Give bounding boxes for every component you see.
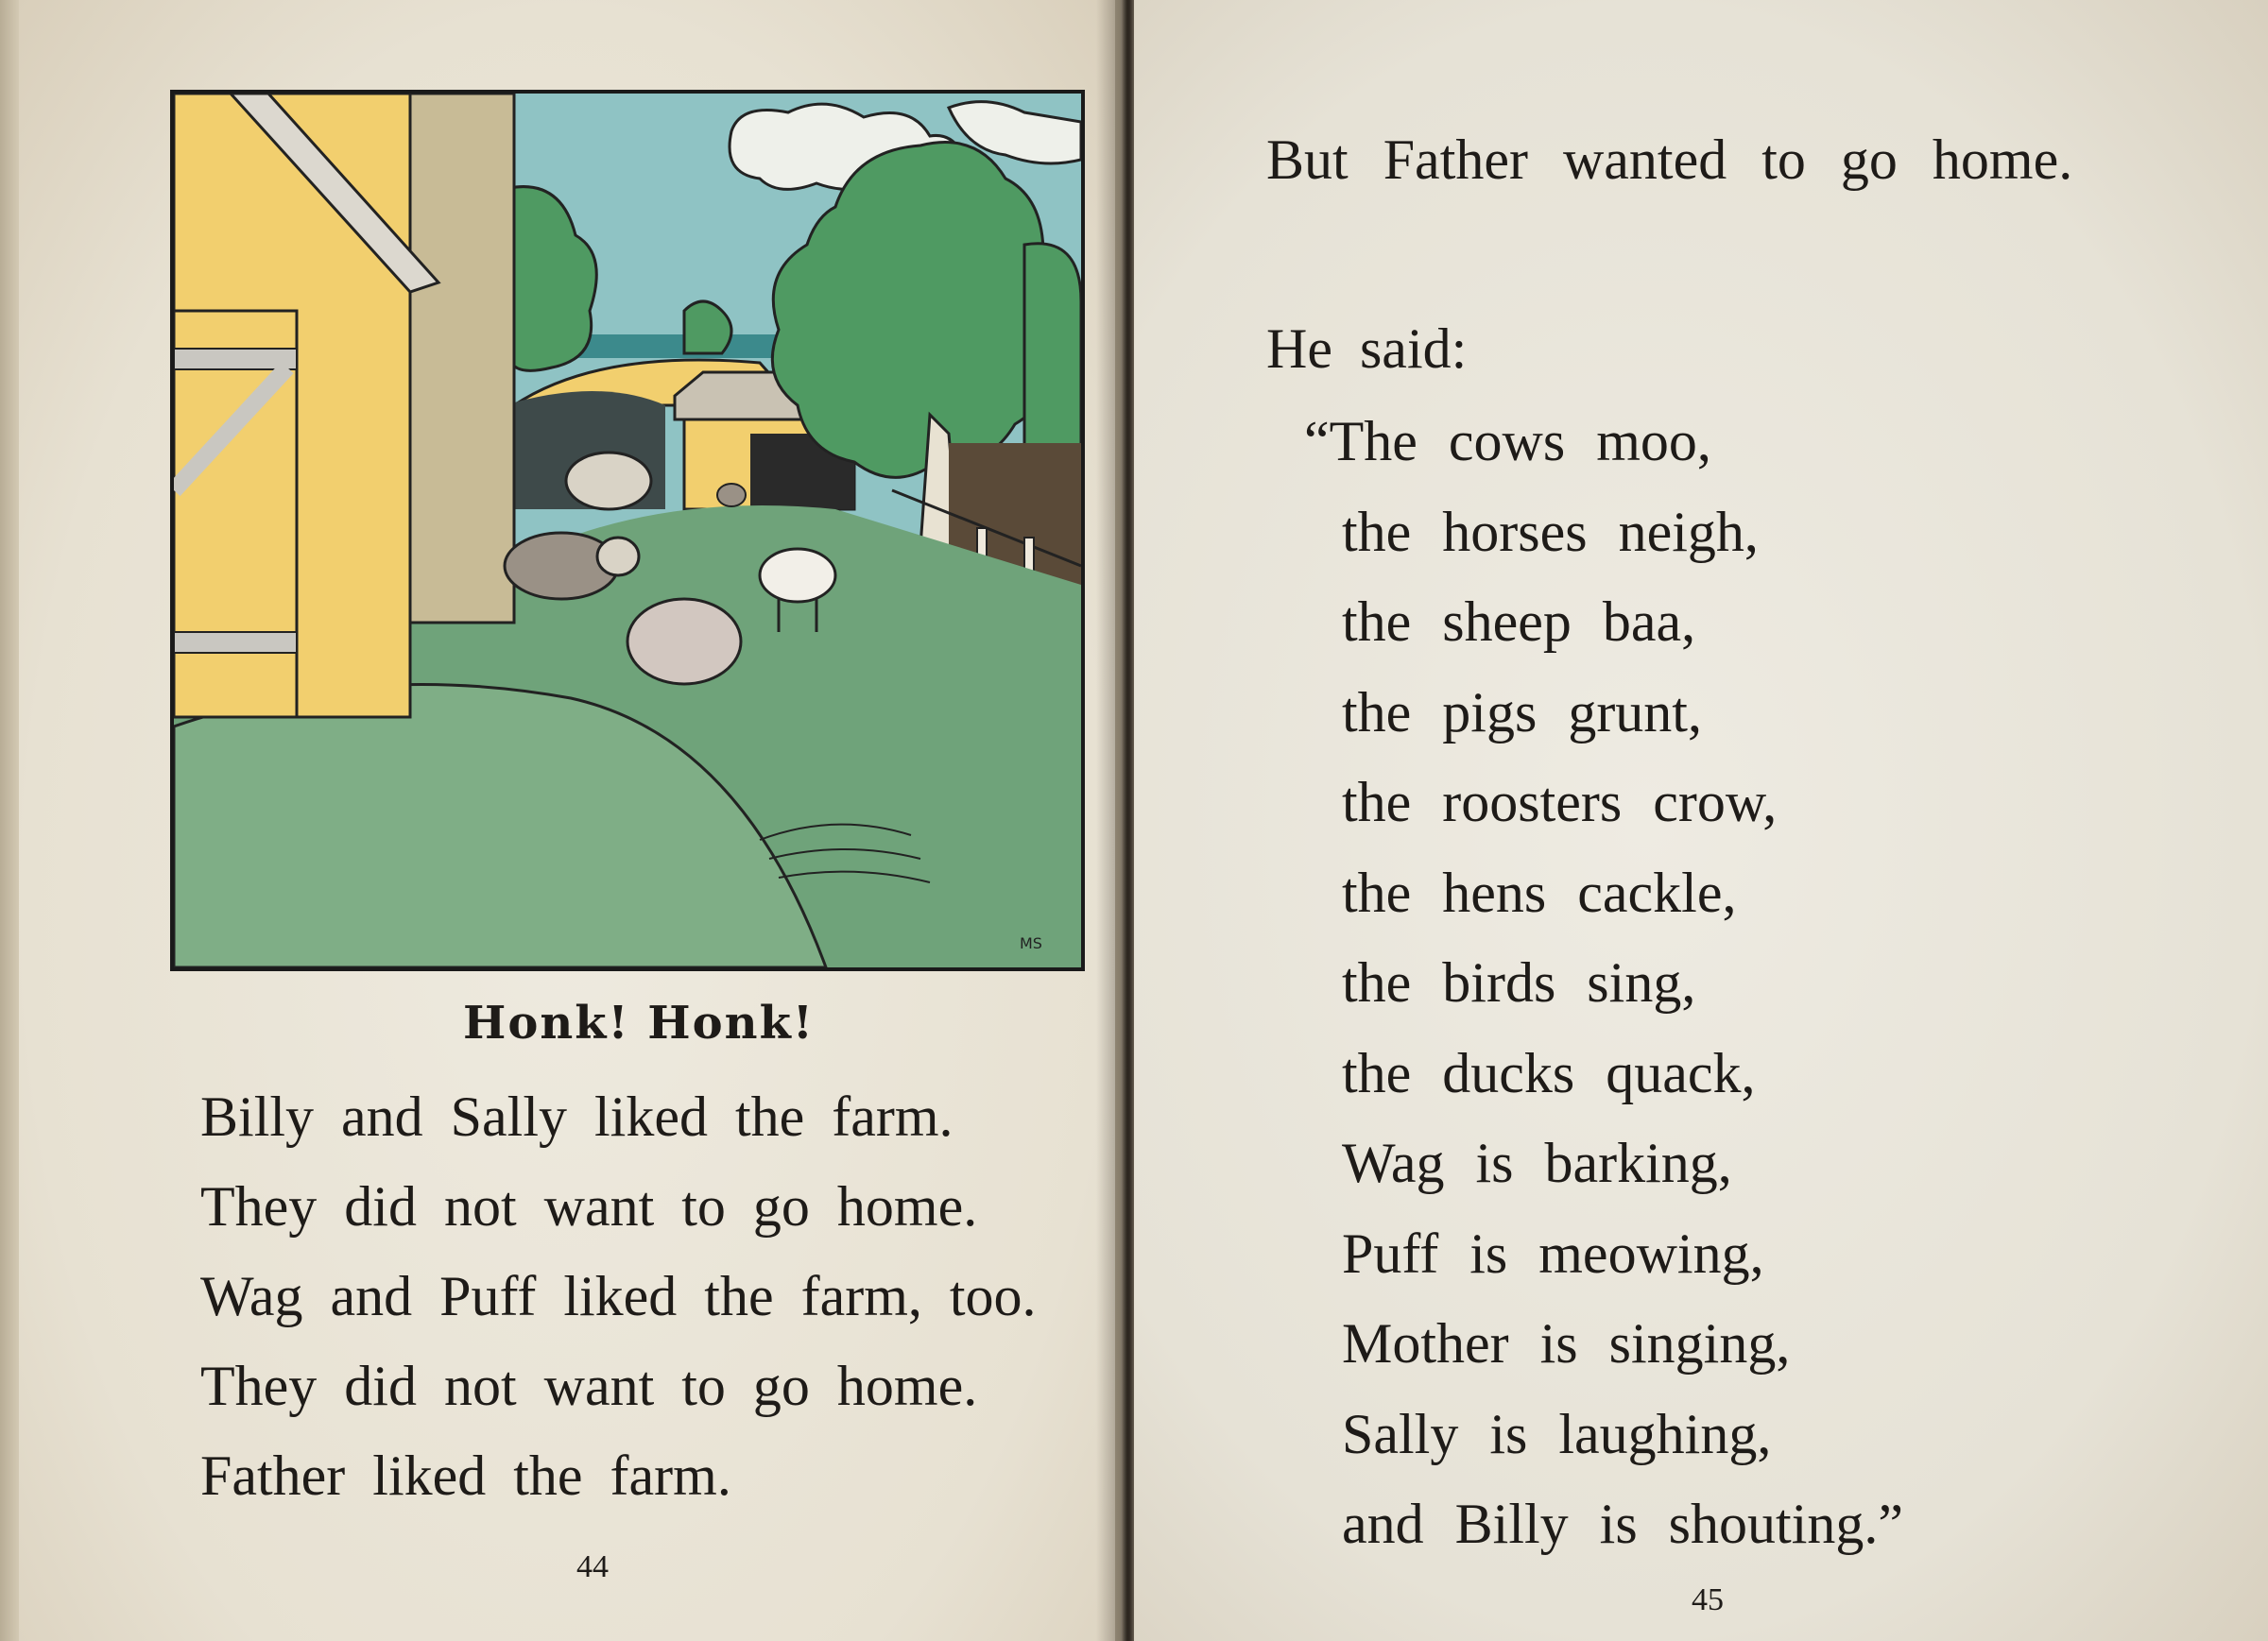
- farm-scene-drawing: [174, 94, 1081, 967]
- poem-line: the hens cackle,: [1342, 861, 1737, 924]
- text-line: They did not want to go home.: [200, 1175, 978, 1238]
- svg-text:MS: MS: [1020, 934, 1042, 952]
- text-line: Wag and Puff liked the farm, too.: [200, 1265, 1037, 1327]
- page-number-right: 45: [1692, 1582, 1724, 1617]
- left-page-text: [200, 1072, 1108, 1521]
- poem-line: and Billy is shouting.”: [1342, 1493, 1903, 1555]
- poem-line: Puff is meowing,: [1342, 1222, 1764, 1285]
- text-line: Father liked the farm.: [200, 1444, 731, 1507]
- poem-line: the roosters crow,: [1342, 771, 1778, 833]
- poem-line: the birds sing,: [1342, 951, 1696, 1014]
- left-page: [19, 0, 1121, 1641]
- page-title: Honk! Honk!: [463, 997, 815, 1050]
- poem-line: the pigs grunt,: [1342, 680, 1702, 744]
- text-line: Billy and Sally liked the farm.: [200, 1085, 954, 1148]
- poem-line: the horses neigh,: [1342, 500, 1759, 563]
- poem-line: “The cows moo,: [1304, 410, 1711, 472]
- poem-line: Wag is barking,: [1342, 1132, 1732, 1194]
- poem: [1304, 397, 2240, 1570]
- poem-line: Mother is singing,: [1342, 1312, 1791, 1375]
- text-line: They did not want to go home.: [200, 1355, 978, 1417]
- page-number-left: 44: [576, 1549, 609, 1584]
- farm-illustration: [170, 90, 1085, 971]
- said-line: He said:: [1266, 317, 1468, 380]
- poem-line: Sally is laughing,: [1342, 1402, 1772, 1465]
- book-edge: [0, 0, 21, 1641]
- poem-line: the sheep baa,: [1342, 590, 1696, 653]
- poem-line: the ducks quack,: [1342, 1041, 1756, 1104]
- opening-line: But Father wanted to go home.: [1266, 128, 2073, 191]
